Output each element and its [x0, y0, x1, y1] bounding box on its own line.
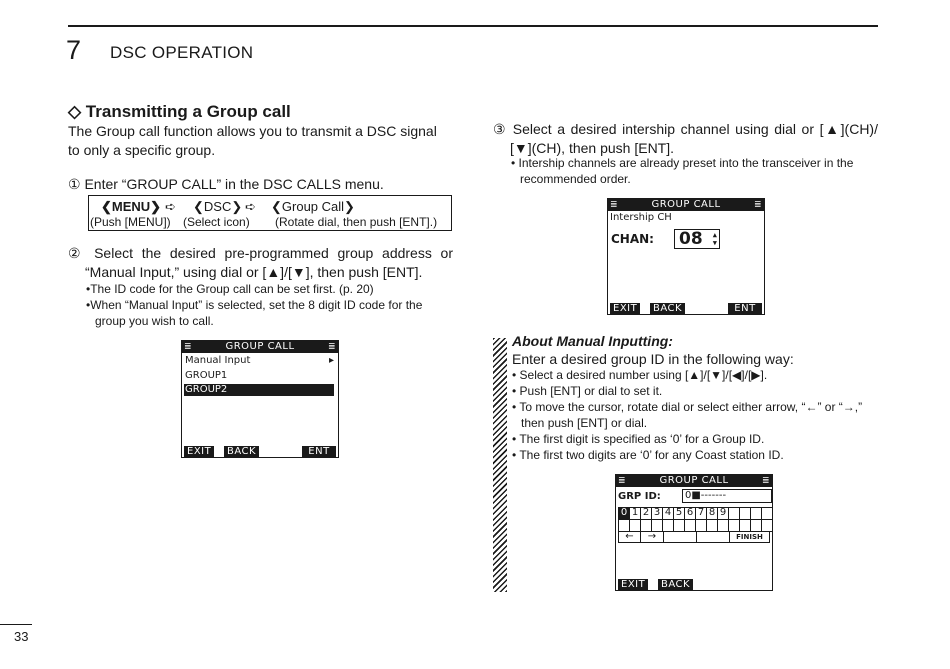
chan-value-box[interactable]	[674, 229, 720, 249]
list-item-group1[interactable]: GROUP1	[185, 370, 228, 381]
digit-key-7[interactable]: 7	[695, 507, 707, 520]
lcd-group-call-list	[181, 340, 339, 458]
digit-key-1[interactable]: 1	[629, 507, 641, 520]
step-1: ① Enter “GROUP CALL” in the DSC CALLS menu.	[68, 176, 384, 192]
lcd-title-bar: ≣ GROUP CALL ≣	[610, 199, 762, 210]
digit-key-4[interactable]: 4	[662, 507, 674, 520]
menu-path-box	[88, 195, 452, 231]
right-arrow-key[interactable]: →	[640, 531, 664, 543]
step-3-notes: • Intership channels are already preset into the transceiver in the recommended order.	[511, 156, 854, 186]
section-title: ◇ Transmitting a Group call	[68, 102, 291, 121]
select-icon-note: (Select icon)	[183, 215, 250, 229]
menu-key: ❮MENU❯	[101, 199, 162, 214]
lcd-title-bar: ≣ GROUP CALL ≣	[618, 475, 770, 486]
list-item-group2[interactable]: GROUP2	[184, 384, 334, 396]
lcd-intership-channel	[607, 198, 765, 315]
chapter-title: DSC OPERATION	[110, 43, 254, 62]
chan-value: 08	[679, 229, 703, 249]
step-3: ③ Select a desired intership channel using dial or [▲](CH)/ [▼](CH), then push [ENT].	[493, 121, 878, 156]
keypad-cell[interactable]	[761, 519, 773, 532]
softkey-ent[interactable]: ENT	[728, 303, 762, 314]
rotate-dial-note: (Rotate dial, then push [ENT].)	[275, 215, 438, 229]
footer-rule	[0, 624, 32, 625]
menu-icon: ≣	[753, 200, 762, 210]
arrow-icon: ➪	[245, 199, 256, 214]
menu-icon: ≣	[618, 476, 627, 486]
finish-key[interactable]: FINISH	[729, 531, 770, 543]
intership-subtitle: Intership CH	[610, 212, 672, 223]
grid-cell	[663, 531, 697, 543]
digit-key-2[interactable]: 2	[640, 507, 652, 520]
chevron-right-icon: ▸	[328, 355, 334, 366]
softkey-exit[interactable]: EXIT	[184, 446, 214, 457]
group-call-key: ❮Group Call❯	[271, 199, 355, 214]
chapter-number: 7	[66, 35, 82, 65]
grid-cell	[696, 531, 730, 543]
lcd-grp-id-entry	[615, 474, 773, 591]
step-2: ② Select the desired pre-programmed group address or “Manual Input,” using dial or [▲]/[▼], then push [ENT].	[68, 245, 453, 280]
step-2-notes: •The ID code for the Group call can be set first. (p. 20) •When “Manual Input” is selected, set the 8 digit ID code for the group you wish to call.	[86, 282, 423, 328]
softkey-exit[interactable]: EXIT	[610, 303, 640, 314]
manual-input-notes: • Select a desired number using [▲]/[▼]/[◀]/[▶]. • Push [ENT] or dial to set it. • To move the cursor, rotate dial or select either arrow, “←” or “→,” then push [ENT] or dial. • The first digit is specified as ‘0’ for a Group ID. • The first two digits are ‘0’ for any Coast station ID.	[512, 368, 863, 462]
manual-input-title: About Manual Inputting:	[512, 333, 673, 349]
section-intro: The Group call function allows you to transmit a DSC signal to only a specific group.	[68, 123, 437, 158]
note-hatch-bar	[493, 338, 507, 592]
menu-icon: ≣	[610, 200, 619, 210]
digit-key-9[interactable]: 9	[717, 507, 729, 520]
chan-label: CHAN:	[611, 232, 654, 246]
softkey-back[interactable]: BACK	[224, 446, 259, 457]
arrow-icon: ➪	[165, 199, 176, 214]
menu-icon: ≣	[761, 476, 770, 486]
push-menu-note: (Push [MENU])	[90, 215, 171, 229]
digit-key-6[interactable]: 6	[684, 507, 696, 520]
manual-input-intro: Enter a desired group ID in the following way:	[512, 351, 794, 367]
grp-id-value: 0■-------	[685, 490, 727, 501]
page-number: 33	[14, 629, 29, 644]
grp-id-label: GRP ID:	[618, 491, 661, 502]
dsc-key: ❮DSC❯	[193, 199, 243, 214]
digit-key-8[interactable]: 8	[706, 507, 718, 520]
lcd-title-bar: ≣ GROUP CALL ≣	[184, 341, 336, 352]
grp-id-field[interactable]	[682, 489, 772, 503]
softkey-back[interactable]: BACK	[650, 303, 685, 314]
menu-icon: ≣	[327, 342, 336, 352]
list-item-manual-input[interactable]: Manual Input	[185, 355, 251, 366]
up-down-arrow-icon: ▲ ▼	[712, 231, 717, 247]
header-rule	[68, 25, 878, 27]
softkey-back[interactable]: BACK	[658, 579, 693, 590]
menu-icon: ≣	[184, 342, 193, 352]
softkey-ent[interactable]: ENT	[302, 446, 336, 457]
digit-key-5[interactable]: 5	[673, 507, 685, 520]
digit-key-3[interactable]: 3	[651, 507, 663, 520]
softkey-exit[interactable]: EXIT	[618, 579, 648, 590]
digit-key-0[interactable]: 0	[618, 507, 630, 520]
left-arrow-key[interactable]: ←	[618, 531, 641, 543]
